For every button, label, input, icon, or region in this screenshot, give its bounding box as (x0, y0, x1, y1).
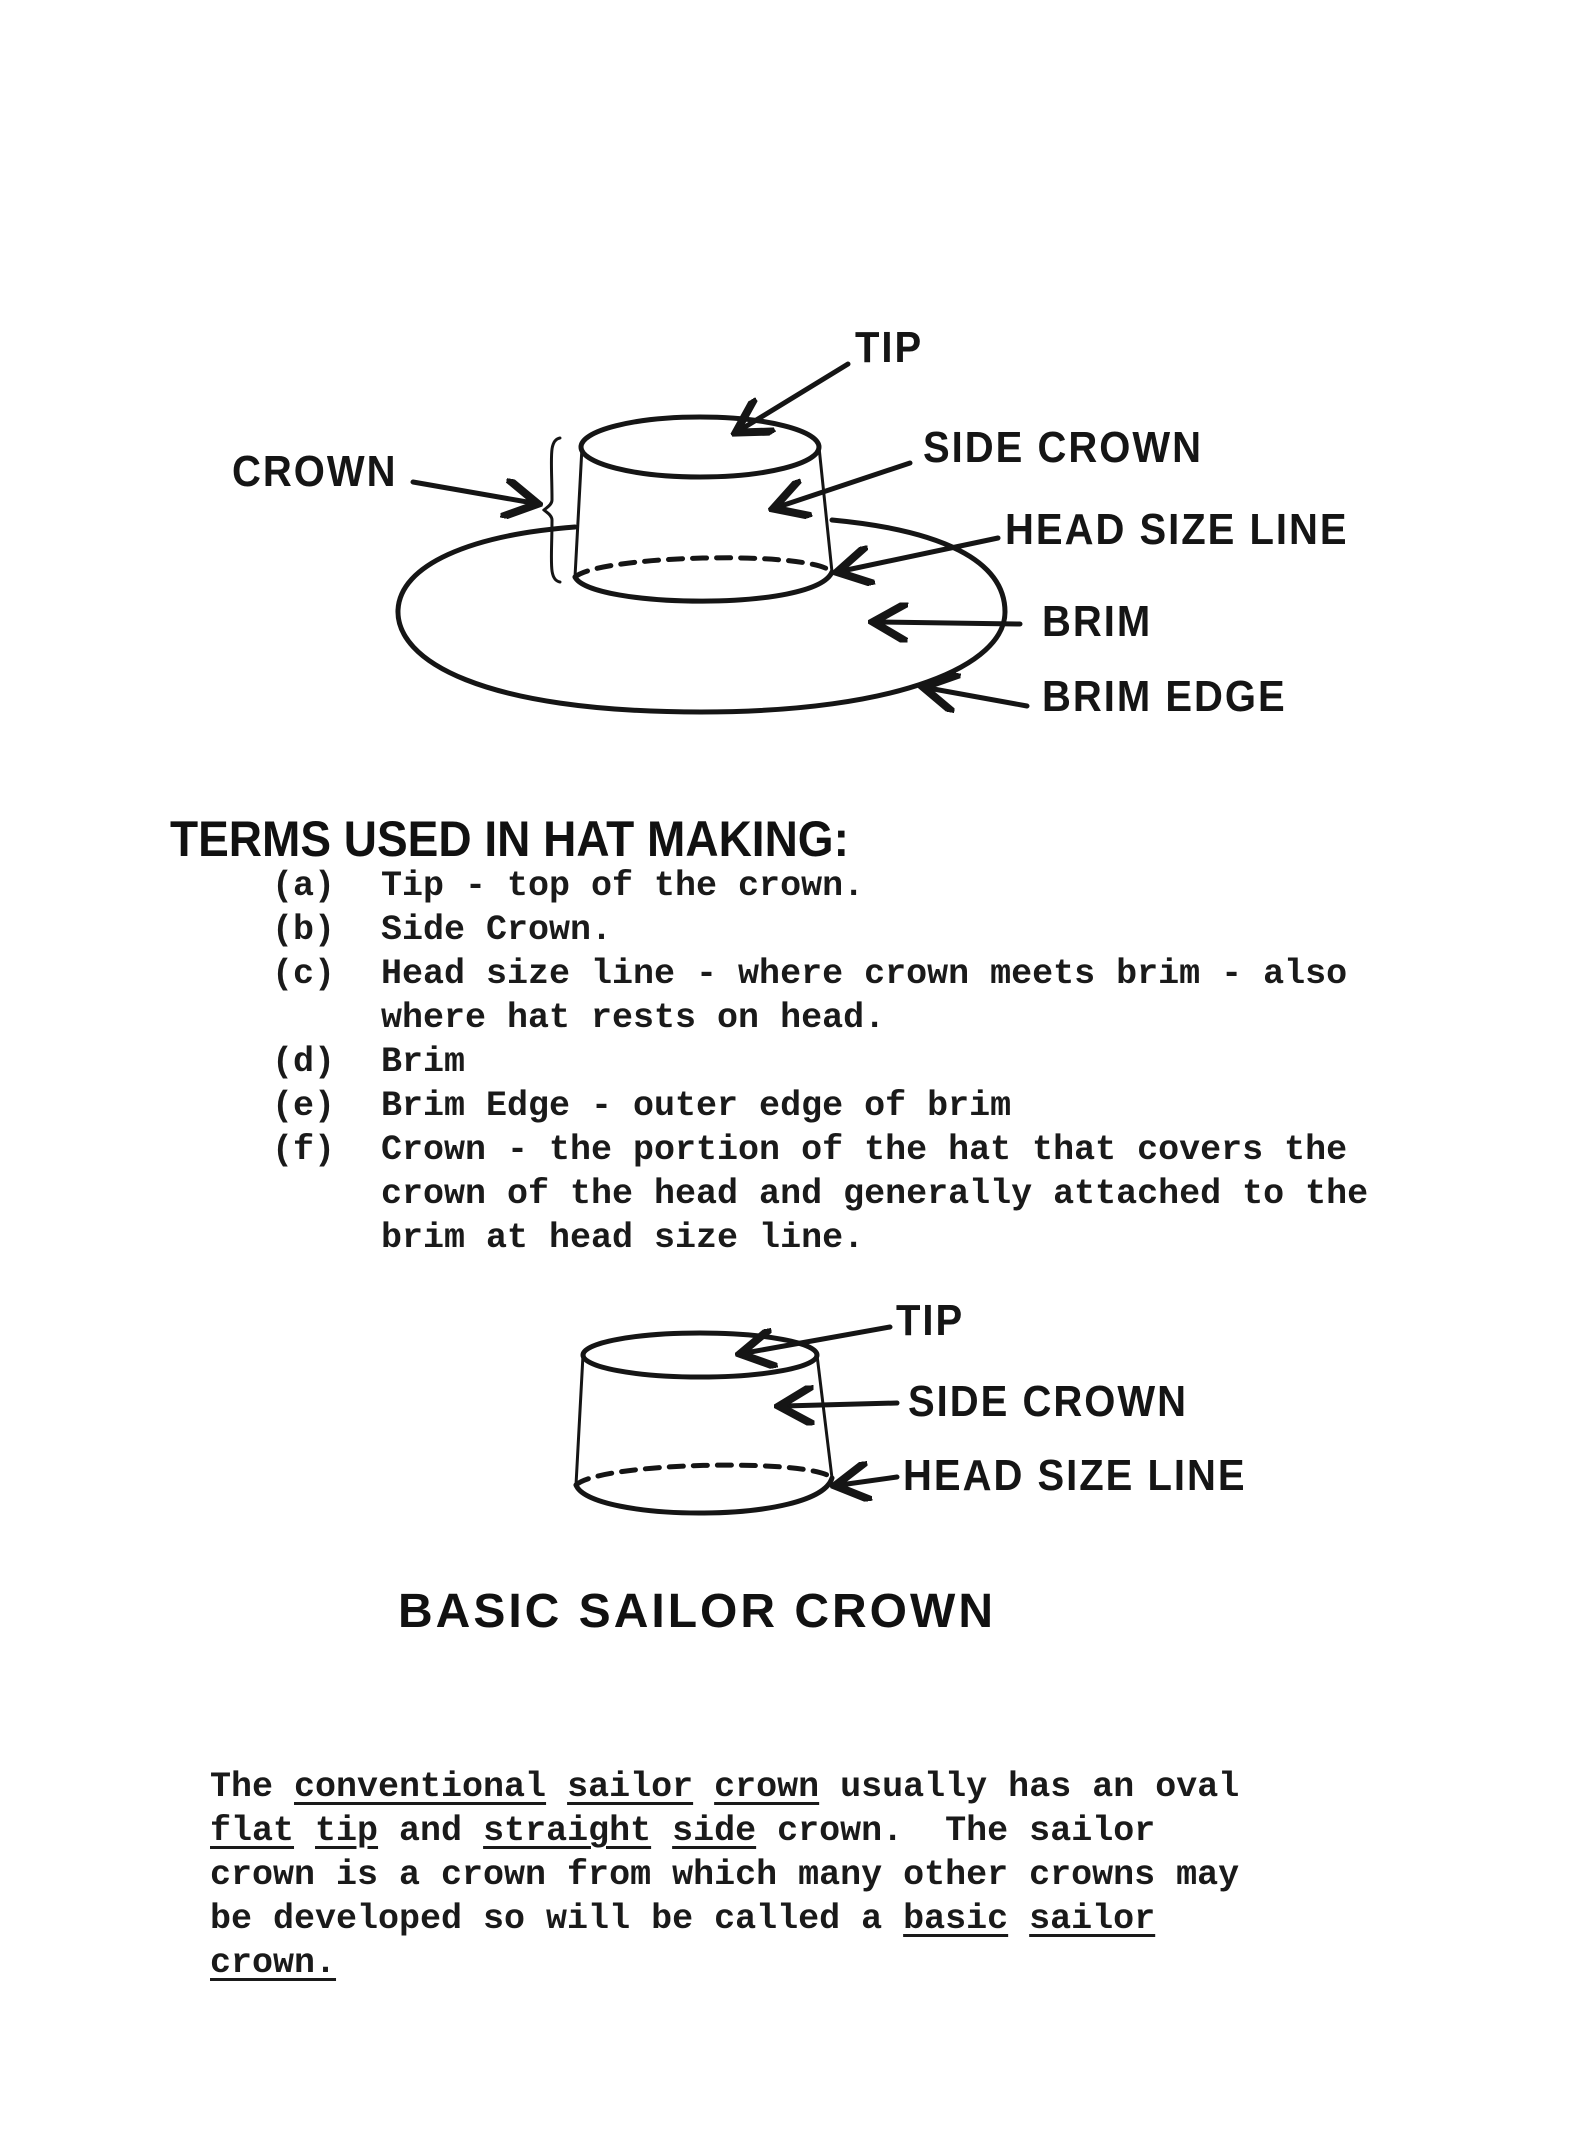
head-size-line-arrow (842, 538, 998, 571)
underlined-term: sailor (567, 1767, 694, 1807)
term-marker: (d) (272, 1042, 336, 1082)
term-item-line (272, 1128, 1368, 1172)
underlined-term: crown (714, 1767, 820, 1807)
sailor-head-size-line-arrow (840, 1477, 897, 1485)
term-text: Brim (381, 1042, 466, 1082)
term-text: Tip - top of the crown. (381, 866, 865, 906)
underlined-term: flat (210, 1811, 295, 1851)
paragraph-line (210, 1897, 1239, 1941)
paragraph-text (294, 1811, 315, 1851)
paragraph-text (1008, 1899, 1029, 1939)
label-crown: CROWN (232, 448, 398, 496)
paragraph-text: and (378, 1811, 484, 1851)
paragraph-text (546, 1767, 567, 1807)
paragraph-text: crown. The sailor (756, 1811, 1156, 1851)
sailor-head-size-line-solid (576, 1478, 832, 1513)
term-item-line (272, 996, 1368, 1040)
crown-tip-ellipse (581, 417, 819, 477)
term-marker: (e) (272, 1086, 336, 1126)
paragraph-text (693, 1767, 714, 1807)
term-item-line (272, 1040, 1368, 1084)
term-marker: (a) (272, 866, 336, 906)
crown-brace (544, 438, 560, 582)
underlined-term: sailor (1029, 1899, 1156, 1939)
paragraph-text (651, 1811, 672, 1851)
head-size-line-dashed (575, 558, 832, 577)
terms-list (272, 864, 1368, 1260)
paragraph-line (210, 1809, 1239, 1853)
term-text: Head size line - where crown meets brim - also (381, 954, 1348, 994)
sailor-crown-tip-ellipse (583, 1333, 817, 1377)
underlined-term: crown. (210, 1943, 337, 1983)
brim-arrow (878, 622, 1020, 624)
terms-heading: TERMS USED IN HAT MAKING: (170, 811, 849, 867)
term-item-line (272, 908, 1368, 952)
term-item-line (272, 952, 1368, 996)
term-text: Side Crown. (381, 910, 613, 950)
term-marker (272, 1172, 381, 1216)
paragraph-text: be developed so will be called a (210, 1899, 904, 1939)
underlined-term: basic (903, 1899, 1009, 1939)
paragraph-text: usually has an oval (819, 1767, 1240, 1807)
crown-left-side (575, 447, 582, 577)
description-paragraph (210, 1765, 1239, 1985)
term-marker: (c) (272, 954, 336, 994)
term-text: where hat rests on head. (381, 998, 886, 1038)
term-text: Brim Edge - outer edge of brim (381, 1086, 1012, 1126)
underlined-term: conventional (294, 1767, 547, 1807)
term-item-line (272, 864, 1368, 908)
term-marker: (b) (272, 910, 336, 950)
tip-arrow (740, 364, 848, 430)
paragraph-line (210, 1941, 1239, 1985)
crown-right-side (819, 447, 832, 572)
sailor-label-head-size-line: HEAD SIZE LINE (903, 1452, 1247, 1500)
paragraph-text: The (210, 1767, 295, 1807)
brim-outline (398, 520, 1005, 712)
label-side-crown: SIDE CROWN (923, 424, 1203, 472)
label-head-size-line: HEAD SIZE LINE (1005, 506, 1349, 554)
crown-arrow (413, 482, 533, 503)
term-marker (272, 996, 381, 1040)
underlined-term: side (672, 1811, 757, 1851)
side-crown-arrow (778, 463, 910, 507)
paragraph-line (210, 1853, 1239, 1897)
brim-edge-arrow (928, 688, 1027, 706)
term-marker: (f) (272, 1130, 336, 1170)
head-size-line-solid (575, 572, 832, 601)
term-text: Crown - the portion of the hat that covers the (381, 1130, 1348, 1170)
paragraph-text: crown is a crown from which many other crowns may (210, 1855, 1240, 1895)
term-marker (272, 1216, 381, 1260)
label-brim-edge: BRIM EDGE (1042, 673, 1287, 721)
sailor-label-side-crown: SIDE CROWN (908, 1378, 1188, 1426)
label-brim: BRIM (1042, 598, 1153, 646)
sailor-side-crown-arrow (784, 1403, 897, 1406)
paragraph-line (210, 1765, 1239, 1809)
sailor-head-size-line-dashed (576, 1465, 832, 1485)
term-text: brim at head size line. (381, 1218, 865, 1258)
sailor-crown-right-side (817, 1355, 832, 1478)
term-item-line (272, 1172, 1368, 1216)
basic-sailor-crown-caption: BASIC SAILOR CROWN (398, 1585, 996, 1638)
sailor-crown-left-side (576, 1355, 583, 1485)
sailor-tip-arrow (745, 1327, 890, 1353)
term-item-line (272, 1084, 1368, 1128)
term-text: crown of the head and generally attached to the (381, 1174, 1369, 1214)
label-tip: TIP (855, 324, 924, 372)
underlined-term: straight (483, 1811, 652, 1851)
underlined-term: tip (315, 1811, 379, 1851)
term-item-line (272, 1216, 1368, 1260)
sailor-label-tip: TIP (896, 1297, 965, 1345)
